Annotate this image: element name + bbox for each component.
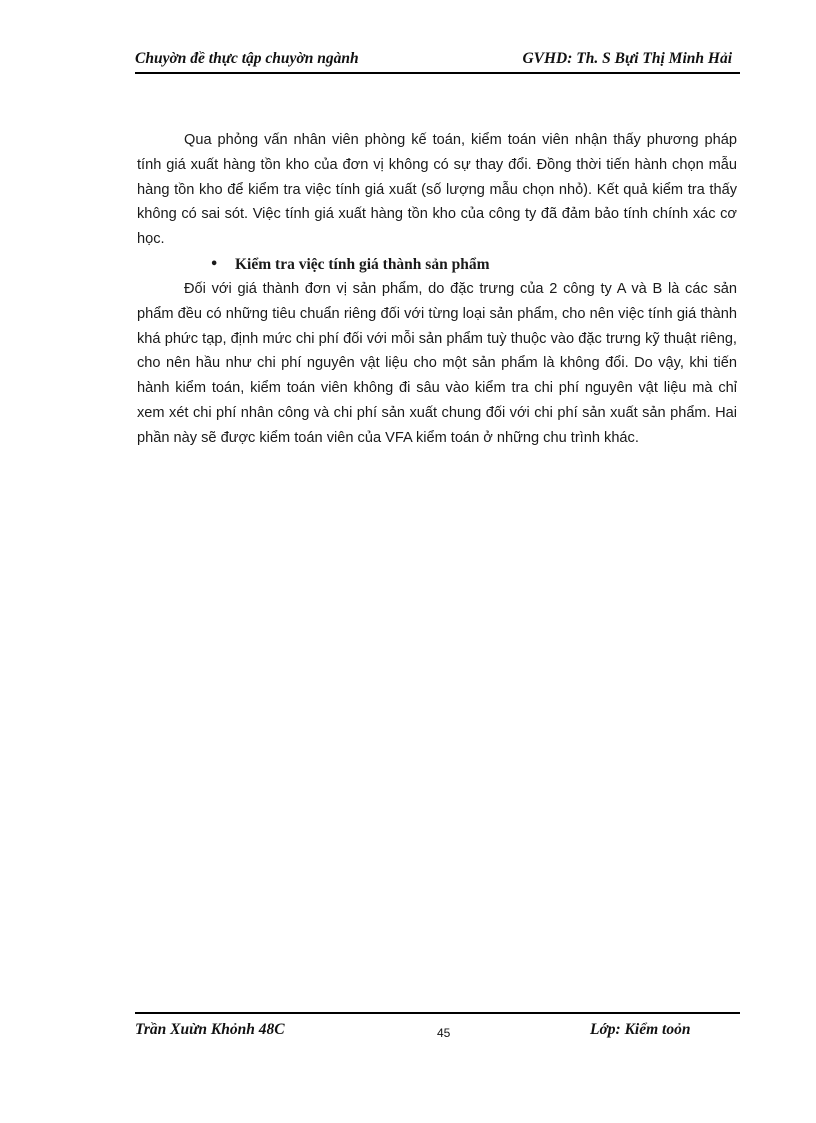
paragraph-inventory-check: Qua phỏng vấn nhân viên phòng kế toán, kiểm toán viên nhận thấy phương pháp tính giá xuất hàng tồn kho của đơn vị không có sự thay đổi. Đồng thời tiến hành chọn mẫu hàng tồn kho để kiểm tra việc tính giá xuất (số lượng mẫu chọn nhỏ). Kết quả kiểm tra thấy không có sai sót. Việc tính giá xuất hàng tồn kho của công ty đã đảm bảo tính chính xác cơ học. <box>137 132 737 248</box>
page-content <box>137 128 737 451</box>
footer-author: Trần Xuừn Khỏnh 48C <box>135 1021 285 1038</box>
page-footer <box>135 1012 740 1074</box>
paragraph-product-cost: Đối với giá thành đơn vị sản phẩm, do đặc trưng của 2 công ty A và B là các sản phẩm đều có những tiêu chuẩn riêng đối với từng loại sản phẩm, cho nên việc tính giá thành khá phức tạp, định mức chi phí đối với mỗi sản phẩm tuỳ thuộc vào đặc trưng kỹ thuật riêng, cho nên hầu như chi phí nguyên vật liệu cho một sản phẩm là không đổi. Do vậy, khi tiến hành kiểm toán, kiểm toán viên không đi sâu vào kiểm tra chi phí nguyên vật liệu mà chỉ xem xét chi phí nhân công và chi phí sản xuất chung đối với chi phí sản xuất sản phẩm. Hai phần này sẽ được kiểm toán viên của VFA kiểm toán ở những chu trình khác. <box>137 280 737 446</box>
header-supervisor: GVHD: Th. S Bựi Thị Minh Hải <box>522 50 732 67</box>
section-heading-text: Kiểm tra việc tính giá thành sản phẩm <box>235 255 490 273</box>
header-document-title: Chuyờn đề thực tập chuyờn ngành <box>135 50 359 67</box>
section-heading <box>137 252 737 277</box>
footer-class: Lớp: Kiểm toỏn <box>590 1021 691 1038</box>
page-number: 45 <box>437 1026 451 1040</box>
page-header <box>135 48 740 74</box>
bullet-icon: • <box>210 256 219 272</box>
